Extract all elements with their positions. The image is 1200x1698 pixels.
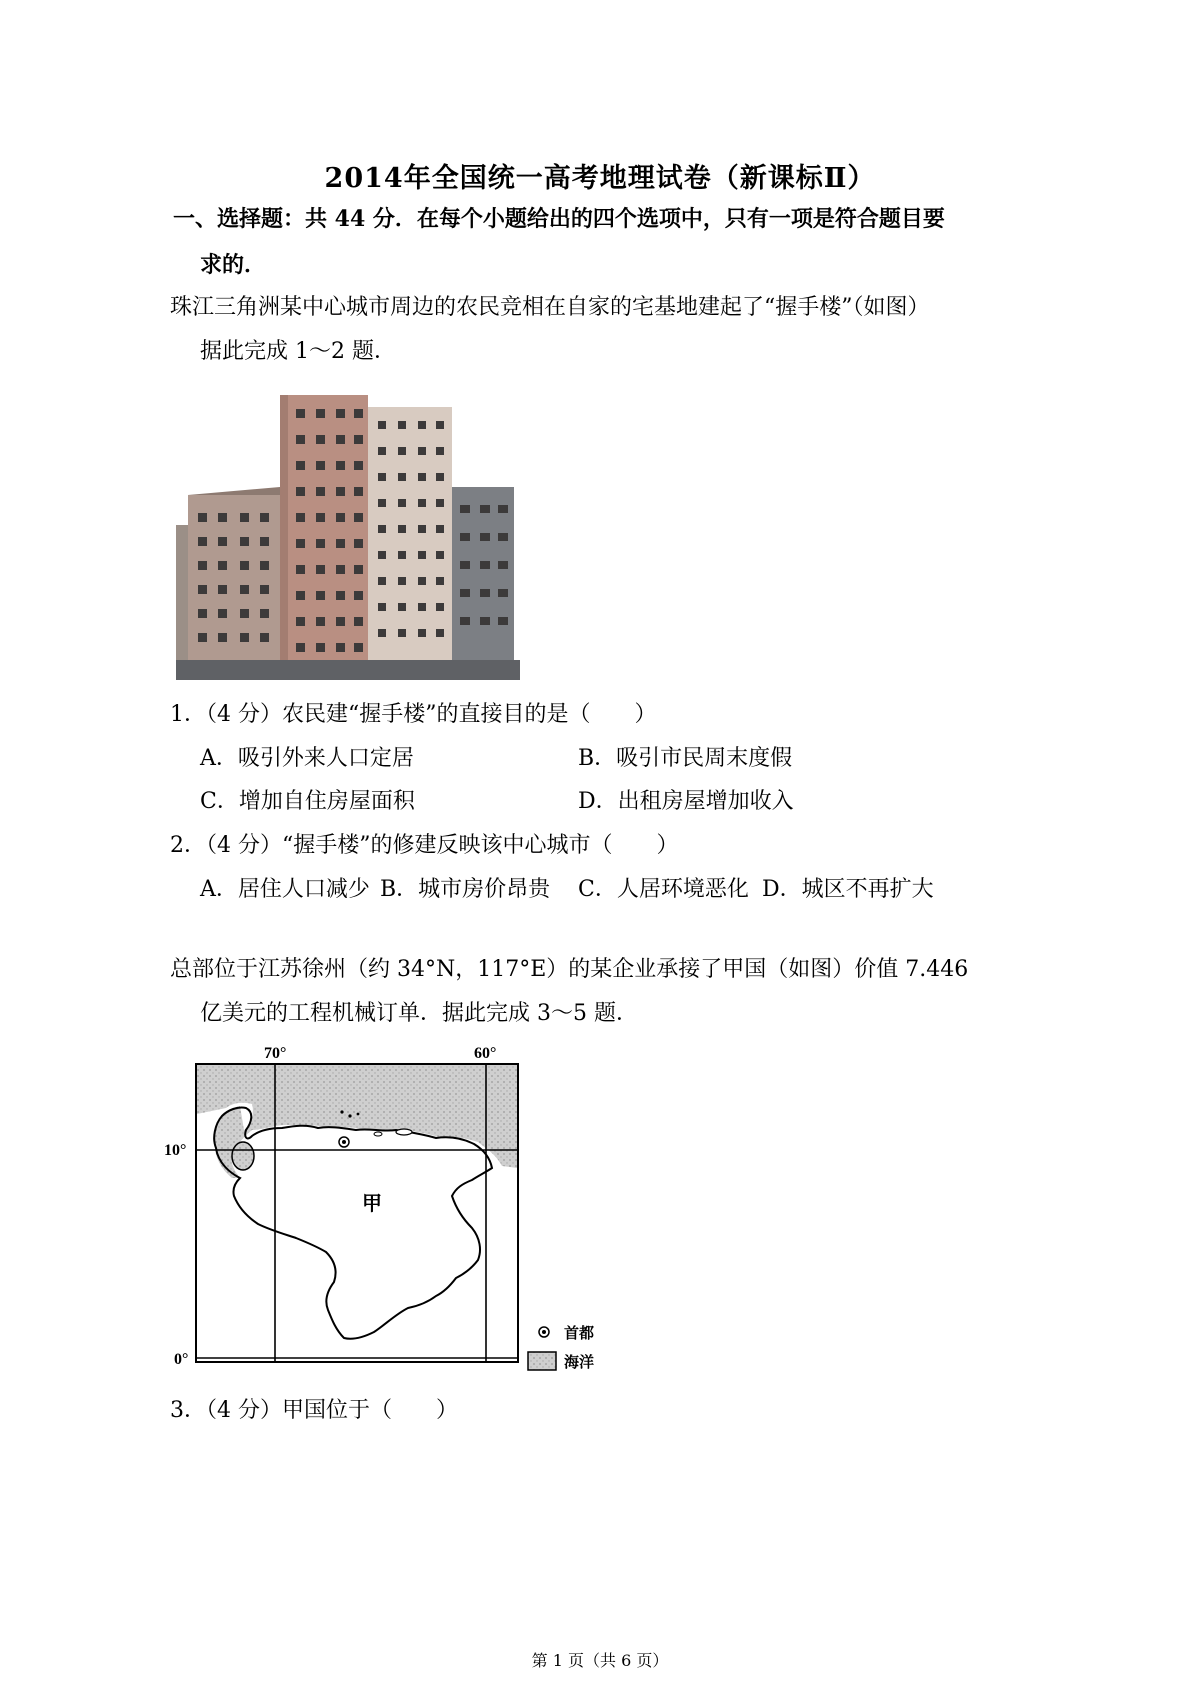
page-title: 2014年全国统一高考地理试卷（新课标Ⅱ） <box>324 163 876 194</box>
map-lat-label-10: 10° <box>164 1142 187 1159</box>
page-footer: 第 1 页（共 6 页） <box>531 1651 669 1670</box>
map-country-label: 甲 <box>362 1191 382 1215</box>
question-1-option-a: A．吸引外来人口定居 <box>200 746 414 771</box>
question-3-stem: 3．（4 分）甲国位于（ ） <box>170 1398 458 1423</box>
intro-1-line2: 据此完成 1～2 题． <box>200 339 396 364</box>
legend-ocean-swatch <box>528 1352 556 1370</box>
intro-2-line1: 总部位于江苏徐州（约 34°N，117°E）的某企业承接了甲国（如图）价值 7.446 <box>170 957 969 982</box>
section-heading-line1: 一、选择题：共 44 分．在每个小题给出的四个选项中，只有一项是符合题目要 <box>173 206 945 232</box>
question-2-option-b: B．城市房价昂贵 <box>380 877 551 902</box>
legend-capital-label: 首都 <box>564 1324 595 1342</box>
intro-1-line1: 珠江三角洲某中心城市周边的农民竞相在自家的宅基地建起了“握手楼”（如图） <box>170 295 930 320</box>
map-lon-label-60: 60° <box>474 1045 497 1062</box>
question-2-option-c: C．人居环境恶化 <box>578 877 749 902</box>
intro-2-line2: 亿美元的工程机械订单．据此完成 3～5 题． <box>200 1001 638 1026</box>
handshake-buildings-photo <box>176 395 520 680</box>
map-lat-label-0: 0° <box>174 1351 189 1368</box>
question-2-option-d: D．城区不再扩大 <box>762 877 934 902</box>
map-lon-label-70: 70° <box>264 1045 287 1062</box>
question-1-option-b: B．吸引市民周末度假 <box>578 746 793 771</box>
question-2-option-a: A．居住人口减少 <box>200 877 370 902</box>
question-1-option-d: D．出租房屋增加收入 <box>578 789 794 814</box>
question-2-stem: 2．（4 分）“握手楼”的修建反映该中心城市（ ） <box>170 833 679 858</box>
question-1-option-c: C．增加自住房屋面积 <box>200 789 415 814</box>
country-map <box>160 1038 620 1378</box>
section-heading-line2: 求的． <box>200 252 267 278</box>
legend-ocean-label: 海洋 <box>564 1353 595 1371</box>
question-1-stem: 1．（4 分）农民建“握手楼”的直接目的是（ ） <box>170 702 657 727</box>
